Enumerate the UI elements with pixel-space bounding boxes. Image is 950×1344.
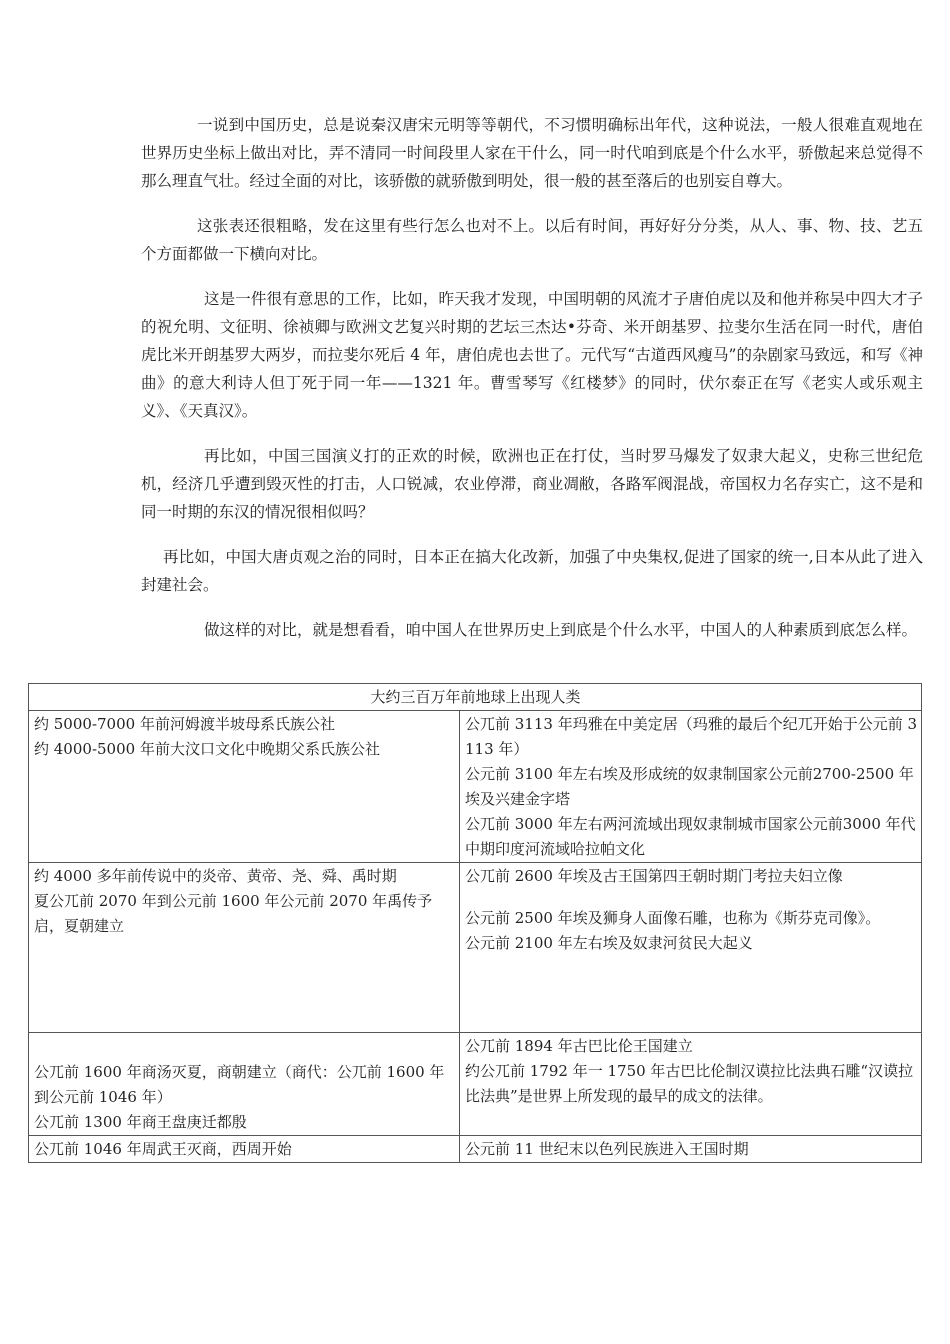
china-event: 公兀前 1046 年周武王灭商，西周开始 (34, 1140, 292, 1158)
china-event: 公兀前 1600 年商汤灭夏，商朝建立（商代：公兀前 1600 年到公元前 1046 年） (34, 1063, 445, 1106)
world-event: 公元前 3100 年左右埃及形成统的奴隶制国家公元前2700-2500 年埃及兴建金字塔 (465, 765, 914, 808)
intro-paragraph: 再比如，中国大唐贞观之治的同时，日本正在搞大化改新，加强了中央集权,促进了国家的统一,日本从此了进入封建社会。 (141, 548, 923, 594)
intro-paragraph: 做这样的对比，就是想看看，咱中国人在世界历史上到底是个什么水平，中国人的人种素质到底怎么样。 (204, 621, 918, 639)
intro-paragraph: 这是一件很有意思的工作，比如，昨天我才发现，中国明朝的风流才子唐伯虎以及和他并称吴中四大才子的祝允明、文征明、徐祯卿与欧洲文艺复兴时期的艺坛三杰达•芬奇、米开朗基罗、拉斐尔生活在同一时代，唐伯虎比米开朗基罗大两岁，而拉斐尔死后 4 年，唐伯虎也去世了。元代写“古道西风瘦马”的杂剧家马致远，和写《神曲》的意大利诗人但丁死于同一年——1321 年。曹雪琴写《红楼梦》的同时，伏尔泰正在写《老实人或乐观主义》、《天真汉》。 (141, 290, 923, 420)
china-cell (29, 863, 460, 1033)
table-row (29, 863, 922, 1033)
china-cell (29, 1136, 460, 1163)
china-cell-content (34, 1034, 455, 1135)
china-event: 公兀前 1300 年商王盘庚迁都殷 (34, 1113, 247, 1131)
history-comparison-table (28, 683, 922, 1163)
table-title: 大约三百万年前地球上出现人类 (29, 684, 922, 711)
intro-paragraph: 这张表还很粗略，发在这里有些行怎么也对不上。以后有时间，再好好分分类，从人、事、物、技、艺五个方面都做一下横向对比。 (141, 217, 923, 263)
china-event: 夏公兀前 2070 年到公元前 1600 年公元前 2070 年禹传予启，夏朝建立 (34, 892, 433, 935)
world-event: 公元前 11 世纪末以色列民族进入王国时期 (465, 1140, 749, 1158)
table-row (29, 1136, 922, 1163)
table-header-row (29, 684, 922, 711)
world-event: 约公兀前 1792 年一 1750 年古巴比伦制汉谟拉比法典石雕“汉谟拉比法典”是世界上所发现的最早的成文的法律。 (465, 1062, 914, 1105)
china-event: 约 4000 多年前传说中的炎帝、黄帝、尧、舜、禹时期 (34, 867, 397, 885)
blank-line (465, 889, 917, 906)
intro-paragraph: 再比如，中国三国演义打的正欢的时候，欧洲也正在打仗，当时罗马爆发了奴隶大起义，史称三世纪危机，经济几乎遭到毁灭性的打击，人口锐减，农业停滞，商业凋敝，各路军阀混战，帝国权力名存实亡，这不是和同一时期的东汉的情况很相似吗？ (141, 447, 923, 521)
china-event: 约 4000-5000 年前大汶口文化中晚期父系氏族公社 (34, 740, 380, 758)
world-cell (460, 711, 922, 863)
world-cell (460, 863, 922, 1033)
china-event: 约 5000-7000 年前河姆渡半坡母系氏族公社 (34, 715, 335, 733)
world-event: 公兀前 3113 年玛雅在中美定居（玛雅的最后个纪兀开始于公元前 3113 年） (465, 715, 918, 758)
china-cell (29, 711, 460, 863)
world-event: 公兀前 1894 年古巴比伦王国建立 (465, 1037, 693, 1055)
intro-section (141, 111, 923, 661)
world-event: 公兀前 2600 年埃及古王国第四王朝时期门考拉夫妇立像 (465, 867, 843, 885)
world-cell (460, 1136, 922, 1163)
intro-paragraph: 一说到中国历史，总是说秦汉唐宋元明等等朝代，不习惯明确标出年代，这种说法，一般人很难直观地在世界历史坐标上做出对比，弄不清同一时间段里人家在干什么，同一时代咱到底是个什么水平，骄傲起来总觉得不那么理直气壮。经过全面的对比，该骄傲的就骄傲到明处，很一般的甚至落后的也别妄自尊大。 (141, 116, 923, 190)
world-event: 公元前 2100 年左右埃及奴隶河贫民大起义 (465, 934, 753, 952)
table-row (29, 1033, 922, 1136)
world-event: 公元前 2500 年埃及狮身人面像石雕，也称为《斯芬克司像》。 (465, 909, 881, 927)
china-cell (29, 1033, 460, 1136)
table-row (29, 711, 922, 863)
world-event: 公兀前 3000 年左右两河流域出现奴隶制城市国家公元前3000 年代中期印度河流域哈拉帕文化 (465, 815, 916, 858)
world-cell (460, 1033, 922, 1136)
